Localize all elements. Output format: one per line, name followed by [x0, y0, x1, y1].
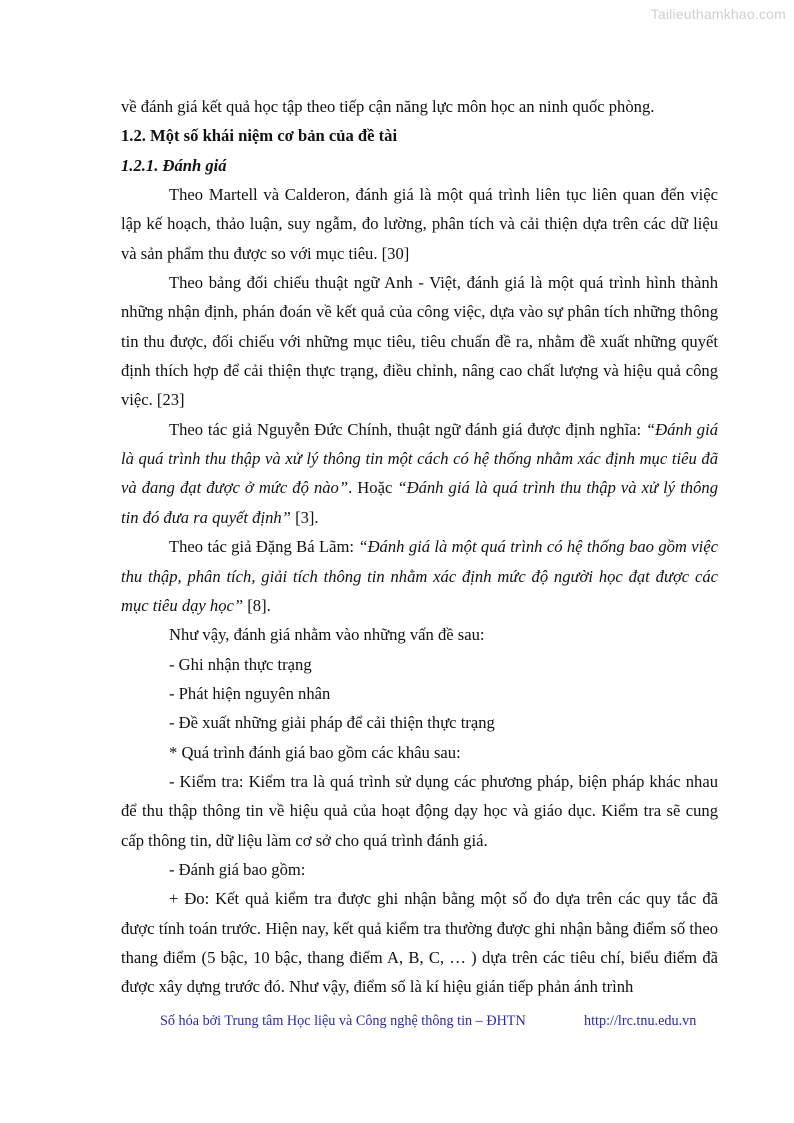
- quote-run: “Đánh giá là quá trình thu thập và xử lý thông tin đó đưa ra quyết định”: [121, 478, 718, 527]
- citation-run: [8].: [243, 595, 271, 615]
- page-body: [121, 92, 718, 1002]
- text-run: Theo tác giả Đặng Bá Lãm:: [169, 537, 359, 557]
- list-item: - Phát hiện nguyên nhân: [169, 683, 331, 703]
- quote-run: “Đánh giá là quá trình thu thập và xử lý thông tin một cách có hệ thống nhằm xác định mục tiêu đã và đang đạt được ở mức độ nào”: [121, 419, 718, 498]
- citation-run: [3].: [290, 507, 319, 527]
- paragraph-dang-ba-lam: [121, 532, 718, 620]
- paragraph-nguyen-duc-chinh: [121, 415, 718, 532]
- paragraph-process: * Quá trình đánh giá bao gồm các khâu sau:: [169, 742, 461, 762]
- page-footer: [160, 1013, 720, 1030]
- subsection-heading: 1.2.1. Đánh giá: [121, 155, 227, 175]
- footer-credit: Số hóa bởi Trung tâm Học liệu và Công nghệ thông tin – ĐHTN: [160, 1013, 526, 1029]
- quote-run: “Đánh giá là một quá trình có hệ thống bao gồm việc thu thập, phân tích, giải tích thông tin nhằm xác định mức độ người học đạt được các mục tiêu dạy học”: [121, 537, 718, 615]
- footer-link[interactable]: http://lrc.tnu.edu.vn: [584, 1013, 697, 1029]
- paragraph-do: + Đo: Kết quả kiểm tra được ghi nhận bằng một số đo dựa trên các quy tắc đã được tính toán trước. Hiện nay, kết quả kiểm tra thường được ghi nhận bằng điểm số theo thang điểm (5 bậc, 10 bậc, thang điểm A, B, C, … ) dựa trên các tiêu chí, biểu điểm đã được xây dựng trước đó. Như vậy, điểm số là kí hiệu gián tiếp phản ánh trình: [121, 889, 718, 997]
- text-run: Theo tác giả Nguyễn Đức Chính, thuật ngữ đánh giá được định nghĩa:: [169, 419, 646, 439]
- list-item: - Đề xuất những giải pháp để cải thiện thực trạng: [169, 713, 495, 733]
- paragraph-martell: Theo Martell và Calderon, đánh giá là một quá trình liên tục liên quan đến việc lập kế hoạch, thảo luận, suy ngẫm, đo lường, phân tích và cải thiện dựa trên các dữ liệu và sản phẩm thu được so với mục tiêu. [30]: [121, 185, 718, 263]
- paragraph-danh-gia: - Đánh giá bao gồm:: [169, 859, 306, 879]
- watermark: Tailieuthamkhao.com: [650, 6, 786, 22]
- text-run: . Hoặc: [348, 478, 398, 498]
- continued-line: về đánh giá kết quả học tập theo tiếp cận năng lực môn học an ninh quốc phòng.: [121, 97, 655, 116]
- list-item: - Ghi nhận thực trạng: [169, 654, 312, 674]
- section-heading: 1.2. Một số khái niệm cơ bản của đề tài: [121, 126, 398, 146]
- paragraph-summary: Như vậy, đánh giá nhằm vào những vấn đề sau:: [169, 625, 485, 645]
- paragraph-kiem-tra: - Kiểm tra: Kiểm tra là quá trình sử dụng các phương pháp, biện pháp khác nhau để thu thập thông tin về hiệu quả của hoạt động dạy học và giáo dục. Kiểm tra sẽ cung cấp thông tin, dữ liệu làm cơ sở cho quá trình đánh giá.: [121, 771, 718, 850]
- paragraph-glossary: Theo bảng đối chiếu thuật ngữ Anh - Việt, đánh giá là một quá trình hình thành những nhận định, phán đoán về kết quả của công việc, dựa vào sự phân tích những thông tin thu được, đối chiếu với những mục tiêu, tiêu chuẩn đề ra, nhằm đề xuất những quyết định thích hợp để cải thiện thực trạng, điều chỉnh, nâng cao chất lượng và hiệu quả công việc. [23]: [121, 273, 718, 410]
